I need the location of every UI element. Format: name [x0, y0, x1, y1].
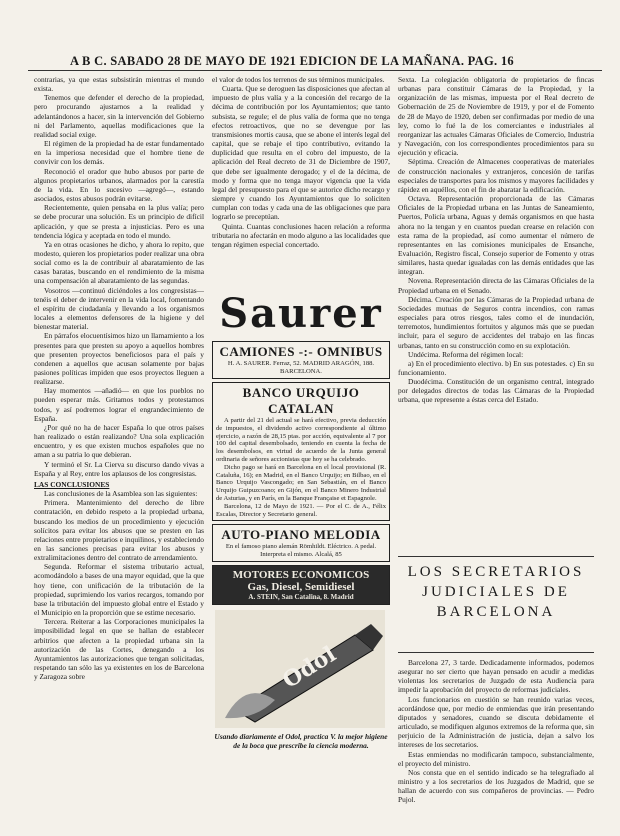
- saurer-line: CAMIONES -:- OMNIBUS: [219, 344, 383, 359]
- paragraph: Séptima. Creación de Almacenes cooperativas de materiales de construcción nacionales y extranjeros, concesión de tarifas especiales de transportes para los mismos y mayores facilidades y rápidez en aquéllos, con el fin de abaratar la edificación.: [398, 157, 594, 194]
- banco-paragraph: A partir del 21 del actual se hará efectivo, previa deducción de impuestos, el dividendo activo correspondiente al último ejercicio, a razón de 28,15 ptas. por acción, equivalente al 7 por 100 del capital desembolsado, teniendo en cuenta la fecha de los desembolsos, en virtud de acuerdo de la Junta general ordinaria de señores accionistas que hoy se ha celebrado.: [216, 417, 386, 463]
- odol-ad-image: [212, 608, 390, 730]
- paragraph: Sexta. La colegiación obligatoria de propietarios de fincas urbanas para constituir Cámaras de la Propiedad, y la organización de las mismas, impuesta por el Real decreto de Gobernación de 25 de Noviembre de 1919, y por el de Fomento de 28 de Mayo de 1920, deben ser confirmadas por medio de una ley, como lo fué la de los comerciantes e industriales al reorganizar las actuales Cámaras Oficiales de Comercio, Industria y Navegación, con los correspondientes procedimientos para su ejecución y eficacia.: [398, 75, 594, 158]
- column-3: [398, 75, 594, 530]
- paragraph: Segunda. Reformar el sistema tributario actual, acomodándolo a bases de una mayor equidad, que la que hoy tiene, con unificación de la tributación de la propiedad, suprimiendo los varios recargos, tomando por base la tributación del impuesto global entre el Estado y el Municipio en la proporción que se estime necesario.: [34, 562, 204, 618]
- section-rule: [398, 556, 594, 557]
- auto-piano-text: En el famoso piano alemán Römhildt. Eléctrico. A pedal. Interpreta el mismo. Alcalá, 85: [225, 543, 377, 559]
- paragraph: a) En el procedimiento electivo. b) En sus potestades. c) En su funcionamiento.: [398, 358, 594, 377]
- motores-ad: [212, 565, 390, 605]
- paragraph: Cuarta. Que se deroguen las disposiciones que afectan al impuesto de plus valía y a la concesión del recargo de la décima de contribución por los Ayuntamientos; que tanto subsista, se regule; el de plus valía de forma que no tenga efectos retroactivos, que no se devengue por las transmisiones mortis causa, que se abone el interés legal del capital, que se rebaje el tipo contributivo, evitando la duplicidad que resulta en el cobro del impuesto, de la aplicación del Real decreto de 31 de Diciembre de 1907, que debe ser igualmente derogado; y el de la décima, de modo y forma que no tenga mayor vigencia que la vida legal del presupuesto para el que se autorice dicho recargo y siempre y cuando los Ayuntamientos que lo soliciten cumplan con todas y cada una de las obligaciones que para lograrlo se preceptúan.: [212, 84, 390, 222]
- paragraph: Las conclusiones de la Asamblea son las siguientes:: [44, 489, 198, 499]
- paragraph: contrarias, ya que estas subsistirán mientras el mundo exista.: [34, 75, 204, 94]
- paragraph: Vosotros —continuó diciéndoles a los congresistas— tenéis el deber de intervenir en la vida local, fomentando el espíritu de ciudadanía y llevando a los organismos locales a elementos defensores de la higiene y del bienestar material.: [34, 285, 204, 332]
- paragraph: Tenemos que defender el derecho de la propiedad, pero procurando ajustarnos a la realidad y adelantándonos a hacer, sin la intervención del Gobierno ni del Parlamento, aquellas modificaciones que la realidad social exige.: [34, 93, 204, 139]
- banco-paragraph: Barcelona, 12 de Mayo de 1921. — Por el C. de A., Félix Escalas, Director y Secretario general.: [216, 502, 386, 518]
- section-subtitle: LAS CONCLUSIONES: [34, 479, 110, 489]
- paragraph: Recientemente, quien pensaba en la plus valía; pero se debe procurar una solución. Es un principio de difícil aplicación, y que se presta a injusticias. Pero es una tendencia lógica y aceptada en todo el mundo.: [34, 203, 204, 240]
- paragraph: Primera. Mantenimiento del derecho de libre contratación, en debido respeto a la propiedad urbana, buscando los medios de un procedimiento y ejecución solícitos para evitar los abusos que se presten en las relaciones entre propietarios e inquilinos, y estableciendo en las sanciones precisas para evitar los abusos y extralimitaciones dentro del contrato de arrendamiento.: [34, 498, 204, 563]
- paragraph: ¿Por qué no ha de hacer España lo que otros países han realizado o están realizando? Una sola explicación encuentro, y es que existen muchos españoles que no aman a su patria lo que debieran.: [34, 422, 204, 460]
- paragraph: Reconoció el orador que hubo abusos por parte de algunos propietarios urbanos, alarmados por la carestía de la vida. En lo sucesivo —agregó—, estando asociados, estos abusos podrán evitarse.: [34, 166, 204, 204]
- banco-title: BANCO URQUIJO CATALAN: [242, 385, 360, 416]
- paragraph: el valor de todos los terrenos de sus términos municipales.: [212, 75, 385, 84]
- paragraph: Barcelona 27, 3 tarde. Dedicadamente informados, podemos asegurar no ser cierto que hayan pensado en acudir a medidas violentas los secretarios de Juzgado de esta Audiencia para impedir la aprobación del proyecto de reformas judiciales.: [398, 658, 594, 695]
- banco-text: [216, 417, 386, 518]
- odol-bottle-illustration: [215, 610, 385, 728]
- column-1: [34, 75, 204, 835]
- banco-paragraph: Dicho pago se hará en Barcelona en el local provisional (R. Cataluña, 16); en Madrid, en el Banco Urquijo; en Bilbao, en el Banco Urquijo Vascongado; en San Sebastián, en el Banco Urquijo Guipuzcoano; en Gijón, en el Banco Minero Industrial de Asturias, y en París, en la Banque Française et Espagnole.: [216, 463, 386, 502]
- section-rule: [398, 652, 594, 653]
- paragraph: Nos consta que en el sentido indicado se ha telegrafiado al ministro y a los secretarios de los Juzgados de Madrid, que se hallan de acuerdo con sus compañeros de provincias. — Pedro Pujol.: [398, 767, 594, 805]
- motores-title: MOTORES ECONOMICOS: [232, 569, 370, 582]
- header-rule: [28, 70, 602, 71]
- paragraph: Y terminó el Sr. La Cierva su discurso dando vivas a España y al Rey, entre los aplausos de los congresistas.: [34, 459, 204, 478]
- paragraph: Décima. Creación por las Cámaras de la Propiedad urbana de Sociedades mutuas de Seguros contra incendios, con ramas especiales para otros riesgos, tales como el de inundación, terremotos, hundimientos fortuitos y algunos más que se puedan incluir, para el seguro de accidentes del trabajo en las fincas urbanas, tanto en su construcción como en su explotación.: [398, 294, 594, 350]
- paragraph: Estas enmiendas no modificarán tampoco, substancialmente, el proyecto del ministro.: [398, 749, 594, 768]
- paragraph: Los funcionarios en cuestión se han reunido varias veces, acordándose que, por medio de enmiendas que irán presentando diputados y senadores, cuando se discuta debidamente el articulado, se modifiquen algunos extremos de la reforma que, sin perjuicio de la Administración de justicia, dejan a salvo los intereses de los secretarios.: [398, 694, 594, 750]
- paragraph: Novena. Representación directa de las Cámaras Oficiales de la Propiedad urbana en el Senado.: [398, 276, 594, 295]
- paragraph: Duodécima. Constitución de un organismo central, integrado por delegados directos de todas las Cámaras de la Propiedad urbana, que represente a éstas cerca del Estado.: [398, 377, 594, 405]
- saurer-ad: [212, 341, 390, 379]
- paragraph: Quinta. Cuantas conclusiones hacen relación a reforma tributaria no afectarán en modo alguno a las localidades que tengan régimen especial concertado.: [212, 221, 390, 249]
- odol-caption: Usando diariamente el Odol, practica V. la mejor higiene de la boca que prescribe la ciencia moderna.: [214, 732, 388, 750]
- auto-piano-ad: [212, 524, 390, 562]
- banco-urquijo-ad: [212, 382, 390, 521]
- column-2: [212, 75, 390, 285]
- advertisements: [212, 290, 390, 751]
- odol-brand: Odol: [278, 641, 341, 695]
- paragraph: Octava. Representación proporcionada de las Cámaras Oficiales de la Propiedad urbana en las Juntas de Saneamiento, Puertos, Policía urbana, Aguas y demás organismos en que hasta ahora no la tengan y en cuantos puedan crearse en relación con esta rama de la propiedad, así como aumentar el número de representantes en las comisiones municipales de Ensanche, Evaluación, Registro fiscal, Consejo superior de Fomento y otras similares, hasta quedar igualadas con las demás entidades que las integran.: [398, 194, 594, 277]
- auto-piano-title: AUTO-PIANO MELODIA: [221, 527, 381, 543]
- page-header: A B C. SABADO 28 DE MAYO DE 1921 EDICION DE LA MAÑANA. PAG. 16: [70, 54, 514, 68]
- saurer-address: H. A. SAURER. Ferraz, 52. MADRID ARAGÓN, 188. BARCELONA.: [227, 360, 375, 375]
- paragraph: Tercera. Reiterar a las Corporaciones municipales la imposibilidad legal en que se hallan de establecer arbitrios que afecten a la propiedad urbana sin la autorización de las Cortes, denegando a los Ayuntamientos las autorizaciones que tengan solicitadas, respetando tan sólo las ya existentes en los de Barcelona y Zaragoza sobre: [34, 617, 204, 682]
- paragraph: Undécima. Reforma del régimen local:: [408, 349, 524, 359]
- paragraph: El régimen de la propiedad ha de estar fundamentado en la imperiosa necesidad que el hombre tiene de convivir con los demás.: [34, 139, 204, 167]
- section-title: LOS SECRETARIOS JUDICIALES DE BARCELONA: [407, 564, 585, 620]
- paragraph: Hay momentos —añadió— en que los pueblos no pueden esperar más. Gritamos todos y protestamos todos, y así podremos lograr el engrandecimiento de España.: [34, 386, 204, 423]
- motores-subtitle: Gas, Diesel, Semidiesel: [247, 581, 355, 594]
- paragraph: Ya en otras ocasiones he dicho, y ahora lo repito, que modesto, quieren los propietarios poder realizar una obra social como es la de contribuir al abaratamiento de las casas baratas, buscando en el rendimiento de la misma una compensación al abaratamiento de las segundas.: [34, 239, 204, 286]
- paragraph: En párrafos elocuentísimos hizo un llamamiento a los presentes para que presten su apoyo a aquellos hombres que presenten proyectos beneficiosos para el país y condenen a aquellos que acusan solamente por bajas pasiones políticas impiden que esos proyectos lleguen a realizarse.: [34, 331, 204, 387]
- column-3-article: [398, 658, 594, 828]
- motores-address: A. STEIN, San Catalina, 8. Madrid: [248, 593, 354, 602]
- saurer-logo: Saurer: [219, 290, 383, 337]
